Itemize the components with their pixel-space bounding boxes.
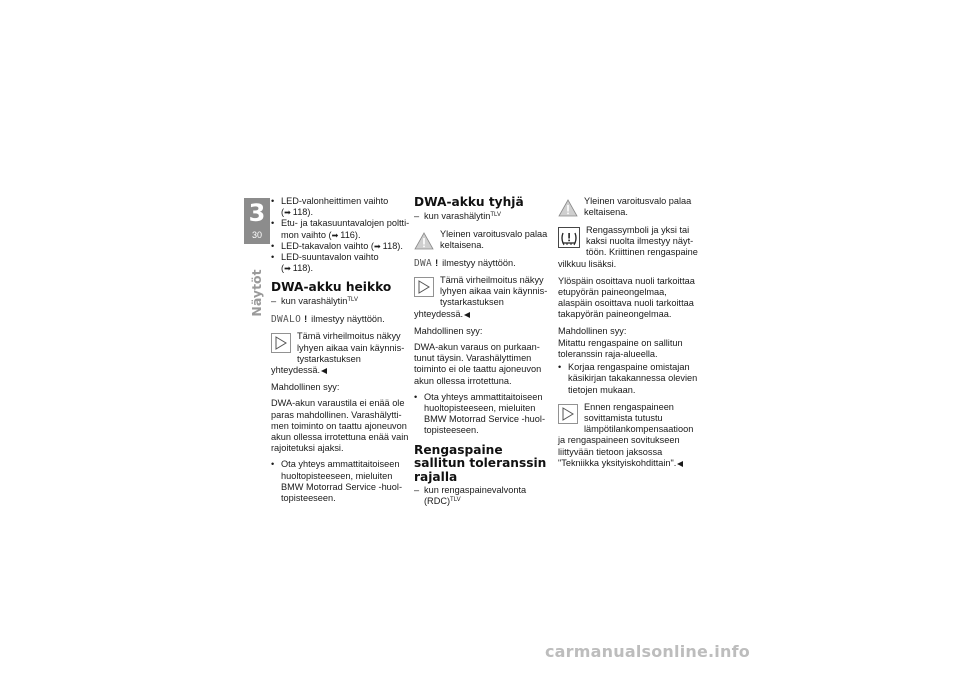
column-2	[414, 196, 554, 514]
tire-pressure-icon	[558, 227, 580, 248]
list-item: • LED-valonheittimen vaihto (➡ 118).	[271, 196, 411, 218]
chapter-tab	[244, 198, 270, 244]
action-item: • Korjaa rengaspaine omistajan käsikirjan takakannessa olevien tietojen mukaan.	[558, 362, 698, 396]
arrow-right-icon: ➡	[331, 230, 339, 240]
chapter-title: Näytöt	[249, 269, 265, 317]
warning-block	[558, 196, 698, 219]
tire-text: Rengassymboli ja yksi tai kaksi nuolta ilmestyy näyttöön. Kriittinen rengaspaine vilkkuu lisäksi.	[558, 225, 698, 269]
hint-triangle-icon	[558, 404, 578, 424]
condition-sup: TLV	[347, 296, 358, 303]
warning-triangle-icon	[414, 231, 434, 251]
replacement-list	[271, 196, 411, 274]
section-title-dwa-low: DWA-akku heikko	[271, 280, 392, 295]
hint-triangle-icon	[414, 277, 434, 297]
cause-text: Mitattu rengaspaine on sallitun toleranssin raja-alueella.	[558, 337, 683, 360]
arrow-right-icon: ➡	[373, 241, 381, 251]
section-title-dwa-empty: DWA-akku tyhjä	[414, 195, 524, 209]
section-title-tire-pressure: Rengaspaine sallitun toleranssin rajalla	[414, 442, 547, 484]
list-item: • Etu- ja takasuuntavalojen polttimon vaihto (➡ 116).	[271, 218, 411, 240]
warning-triangle-icon	[558, 198, 578, 218]
exclamation-mark: !	[304, 314, 308, 325]
end-marker-icon	[464, 312, 470, 318]
display-code: DWA	[414, 257, 433, 269]
action-item: • Ota yhteys ammattitaitoiseen huoltopisteeseen, mieluiten BMW Motorrad Service -huoltopisteeseen.	[414, 392, 554, 437]
arrow-right-icon: ➡	[284, 208, 291, 218]
page-ref-link[interactable]: 118).	[292, 263, 314, 274]
arrow-text: Ylöspäin osoittava nuoli tarkoittaa etupyörän paineongelmaa, alaspäin osoittava nuoli tarkoittaa takapyörän paineongelmaa.	[558, 275, 695, 320]
warning-block	[414, 229, 554, 252]
display-code: DWALO	[271, 314, 302, 326]
list-item: • LED-takavalon vaihto (➡ 118).	[271, 241, 411, 252]
condition-sup: TLV	[490, 211, 501, 218]
hint-text: Ennen rengaspaineen sovittamista tutustu lämpötilankompensaatioon ja rengaspaineen sovitukseen liittyvään tietoon jaksossa "Tekniikka yksityiskohdittain".	[558, 401, 694, 468]
cause-text: DWA-akun varaus on purkaantunut täysin. Varashälyttimen toiminto ei ole taattu ajoneuvon akun ollessa irrotettuna.	[414, 341, 542, 386]
cause-label: Mahdollinen syy:	[558, 325, 627, 336]
list-item: • LED-suuntavalon vaihto (➡ 118).	[271, 252, 411, 274]
condition: – kun varashälytin$^{TLV}$	[271, 296, 411, 307]
condition: – kun rengaspainevalvonta (RDC)$^{TLV}$	[414, 485, 554, 507]
hint-block	[414, 275, 554, 320]
hint-text: Tämä virheilmoitus näkyy lyhyen aikaa vain käynnistystarkastuksen yhteydessä.	[271, 331, 405, 375]
hint-block	[271, 331, 411, 376]
page-number: 30	[251, 230, 262, 240]
arrow-right-icon: ➡	[284, 264, 291, 274]
tire-pressure-block	[558, 225, 698, 270]
hint-triangle-icon	[271, 333, 291, 353]
cause-text: DWA-akun varaustila ei enää ole paras mahdollinen. Varashälyttimen toiminto on taattu ajoneuvon akun ollessa irrotettuna enää vain rajoitetuksi ajaksi.	[271, 398, 409, 454]
column-3	[558, 196, 698, 475]
watermark: carmanualsonline.info	[545, 642, 750, 661]
condition-sup: TLV	[450, 497, 461, 504]
end-marker-icon	[321, 368, 327, 374]
action-item: • Ota yhteys ammattitaitoiseen huoltopisteeseen, mieluiten BMW Motorrad Service -huoltopisteeseen.	[271, 459, 411, 504]
page-ref-link[interactable]: 116).	[340, 229, 361, 240]
column-1	[271, 196, 411, 504]
end-marker-icon	[677, 461, 683, 467]
page-ref-link[interactable]: 118).	[292, 207, 314, 218]
cause-label: Mahdollinen syy:	[414, 325, 483, 336]
hint-text: Tämä virheilmoitus näkyy lyhyen aikaa vain käynnistystarkastuksen yhteydessä.	[414, 274, 548, 319]
hint-block	[558, 402, 698, 469]
cause-label: Mahdollinen syy:	[271, 382, 340, 393]
display-message: DWALO ! ilmestyy näyttöön.	[271, 314, 385, 326]
exclamation-mark: !	[435, 257, 439, 268]
display-message: DWA ! ilmestyy näyttöön.	[414, 257, 516, 269]
chapter-number: 3	[248, 199, 266, 227]
condition: – kun varashälytin$^{TLV}$	[414, 211, 554, 222]
warning-text: Yleinen varoitusvalo palaa keltaisena.	[584, 196, 692, 218]
warning-text: Yleinen varoitusvalo palaa keltaisena.	[440, 228, 548, 250]
page-ref-link[interactable]: 118).	[382, 240, 403, 251]
